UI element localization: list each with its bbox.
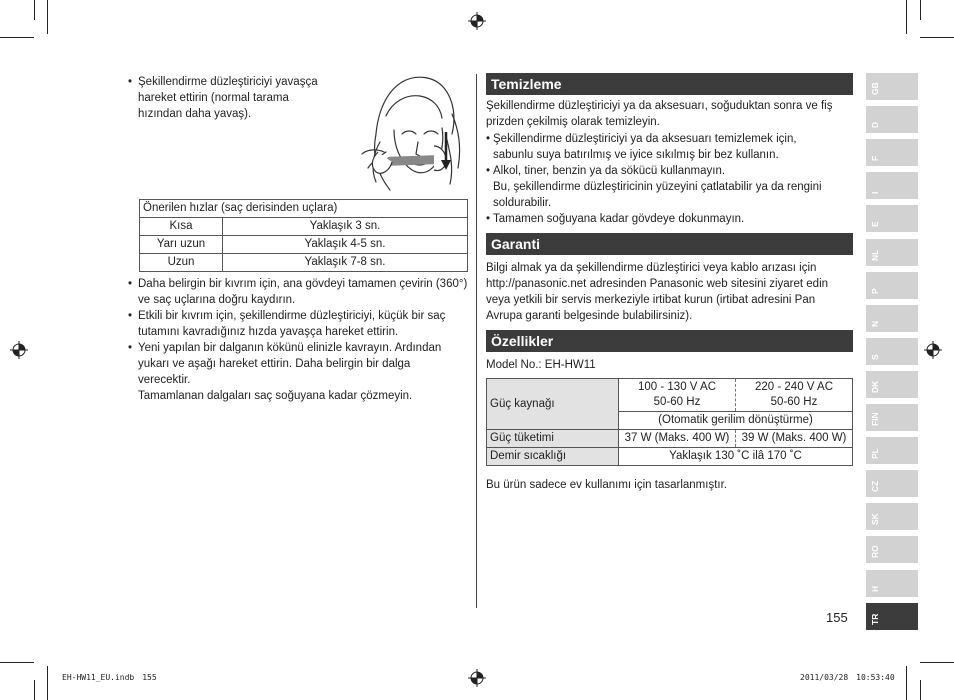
language-tab-pl <box>866 437 918 464</box>
cleaning-list <box>486 131 856 227</box>
speed-table <box>139 199 468 272</box>
language-tab-ro <box>866 536 918 563</box>
page-number: 155 <box>826 610 848 625</box>
language-tab-p <box>866 272 918 299</box>
language-tab-label: GB <box>870 82 880 95</box>
list-item: • Şekillendirme düzleştiriciyi yavaşça hareket ettirin (normal tarama hızından daha yavaş). <box>128 74 348 122</box>
tips-list <box>128 276 473 404</box>
language-tab-label: S <box>870 354 880 360</box>
list-item: • Alkol, tiner, benzin ya da sökücü kullanmayın. Bu, şekillendirme düzleştiricinin yüzeyini çatlatabilir ya da rengini soldurabilir. <box>486 163 856 211</box>
language-tab-label: I <box>870 191 880 194</box>
language-tab-tr <box>866 603 918 630</box>
section-heading-specifications: Özellikler <box>486 330 853 352</box>
table-row: Güç tüketimi 37 W (Maks. 400 W) 39 W (Maks. 400 W) <box>487 430 853 448</box>
specifications-table <box>486 378 853 466</box>
speed-table-title: Önerilen hızlar (saç derisinden uçlara) <box>140 200 468 218</box>
language-tab-gb <box>866 73 918 100</box>
table-row: Yarı uzun Yaklaşık 4-5 sn. <box>140 236 468 254</box>
language-tab-n <box>866 305 918 332</box>
list-item: • Yeni yapılan bir dalganın kökünü elinizle kavrayın. Ardından yukarı ve aşağı hareket ettirin. Daha belirgin bir dalga verecektir. Tamamlanan dalgaları saç soğuyana kadar çözmeyin. <box>128 340 473 404</box>
language-tab-label: TR <box>870 613 880 625</box>
list-item: • Etkili bir kıvrım için, şekillendirme düzleştiriciyi, küçük bir saç tutamını kavradığınız hızda yavaşça hareket ettirin. <box>128 308 473 340</box>
registration-mark-icon <box>924 341 942 359</box>
language-tab-label: N <box>870 320 880 327</box>
cleaning-intro: Şekillendirme düzleştiriciyi ya da aksesuarı, soğuduktan sonra ve fiş prizden çekilmiş olarak temizleyin. <box>486 100 833 128</box>
footer-file-info: EH-HW11_EU.indb 155 <box>62 673 157 682</box>
language-tab-fin <box>866 404 918 431</box>
section-heading-warranty: Garanti <box>486 233 853 255</box>
list-item: • Şekillendirme düzleştiriciyi ya da aksesuarı temizlemek için, sabunlu suya batırılmış ve iyice sıkılmış bir bez kullanın. <box>486 131 856 163</box>
language-tab-label: H <box>870 585 880 592</box>
hair-styling-illustration <box>350 72 468 196</box>
language-tab-d <box>866 106 918 133</box>
model-number: Model No.: EH-HW11 <box>486 359 596 371</box>
column-divider <box>476 74 477 608</box>
language-tab-dk <box>866 371 918 398</box>
table-row: Demir sıcaklığı Yaklaşık 130 ˚C ilâ 170 ˚C <box>487 448 853 466</box>
household-use-note: Bu ürün sadece ev kullanımı için tasarlanmıştır. <box>486 479 727 491</box>
language-tab-label: F <box>870 155 880 161</box>
registration-mark-icon <box>10 341 28 359</box>
language-tab-i <box>866 172 918 199</box>
table-row: (Otomatik gerilim dönüştürme) <box>487 412 853 430</box>
list-item: • Daha belirgin bir kıvrım için, ana gövdeyi tamamen çevirin (360°) ve saç uçlarına doğru kaydırın. <box>128 276 473 308</box>
table-row: Uzun Yaklaşık 7-8 sn. <box>140 254 468 272</box>
language-tab-s <box>866 338 918 365</box>
language-tab-label: DK <box>870 380 880 393</box>
language-tab-nl <box>866 239 918 266</box>
list-item: • Tamamen soğuyana kadar gövdeye dokunmayın. <box>486 211 856 227</box>
registration-mark-icon <box>468 12 486 30</box>
language-tab-label: SK <box>870 513 880 525</box>
warranty-text: Bilgi almak ya da şekillendirme düzleştirici veya kablo arızası için http://panasonic.net adresinden Panasonic web sitesini ziyaret edin veya yetkili bir servis merkeziyle irtibat kurun (irtibat adresini Pan Avrupa garanti belgesinde bulabilirsiniz). <box>486 262 829 322</box>
language-tab-cz <box>866 470 918 497</box>
footer-date-time: 2011/03/28 10:53:40 <box>800 673 895 682</box>
language-tab-label: PL <box>870 448 880 459</box>
language-tab-label: NL <box>870 249 880 261</box>
language-tab-f <box>866 139 918 166</box>
language-tab-h <box>866 570 918 597</box>
registration-mark-icon <box>468 669 486 687</box>
section-heading-cleaning: Temizleme <box>486 73 853 95</box>
language-tab-sk <box>866 503 918 530</box>
language-tab-label: E <box>870 221 880 227</box>
language-tab-label: FIN <box>870 412 880 426</box>
language-tab-label: P <box>870 288 880 294</box>
language-tab-label: CZ <box>870 480 880 492</box>
language-tab-label: RO <box>870 545 880 558</box>
language-tab-label: D <box>870 121 880 128</box>
table-row: Güç kaynağı 100 - 130 V AC 50-60 Hz 220 - 240 V AC 50-60 Hz <box>487 379 853 412</box>
language-tab-e <box>866 205 918 232</box>
intro-bullet <box>128 74 348 122</box>
table-row: Kısa Yaklaşık 3 sn. <box>140 218 468 236</box>
